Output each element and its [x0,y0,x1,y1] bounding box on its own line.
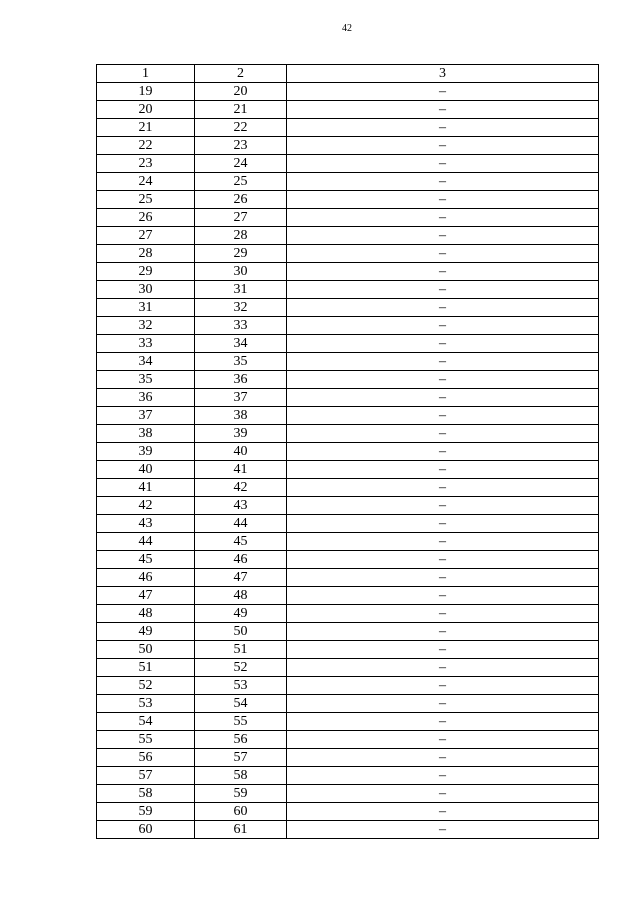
table-cell-col-2: 32 [195,299,287,317]
table-cell-col-2: 54 [195,695,287,713]
table-row [97,713,599,731]
table-row [97,515,599,533]
table-cell-col-3: – [287,155,599,173]
table-row [97,83,599,101]
column-header-2: 2 [195,65,287,83]
table-row [97,335,599,353]
table-row [97,533,599,551]
table-cell-col-1: 25 [97,191,195,209]
table-cell-col-2: 20 [195,83,287,101]
table-cell-col-3: – [287,479,599,497]
table-cell-col-3: – [287,641,599,659]
table-cell-col-3: – [287,191,599,209]
table-cell-col-2: 47 [195,569,287,587]
data-table [96,64,599,839]
table-cell-col-3: – [287,821,599,839]
table-cell-col-1: 57 [97,767,195,785]
table-row [97,749,599,767]
table-cell-col-2: 42 [195,479,287,497]
table-cell-col-2: 46 [195,551,287,569]
table-cell-col-1: 22 [97,137,195,155]
table-cell-col-3: – [287,443,599,461]
table-cell-col-3: – [287,425,599,443]
table-cell-col-1: 58 [97,785,195,803]
table-cell-col-3: – [287,587,599,605]
table-cell-col-2: 21 [195,101,287,119]
table-row [97,245,599,263]
table-cell-col-3: – [287,803,599,821]
table-cell-col-3: – [287,731,599,749]
table-cell-col-1: 27 [97,227,195,245]
table-row [97,479,599,497]
table-row [97,461,599,479]
table-cell-col-2: 38 [195,407,287,425]
table-cell-col-3: – [287,371,599,389]
table-row [97,497,599,515]
table-cell-col-1: 26 [97,209,195,227]
table-cell-col-3: – [287,101,599,119]
table-cell-col-1: 30 [97,281,195,299]
table-cell-col-3: – [287,407,599,425]
table-cell-col-1: 40 [97,461,195,479]
table-cell-col-3: – [287,263,599,281]
table-cell-col-2: 45 [195,533,287,551]
table-cell-col-3: – [287,569,599,587]
table-cell-col-1: 24 [97,173,195,191]
table-row [97,353,599,371]
table-cell-col-2: 36 [195,371,287,389]
table-row [97,659,599,677]
table-cell-col-2: 60 [195,803,287,821]
table-row [97,371,599,389]
table-cell-col-2: 51 [195,641,287,659]
table-cell-col-2: 48 [195,587,287,605]
table-cell-col-1: 37 [97,407,195,425]
table-cell-col-2: 26 [195,191,287,209]
table-row [97,209,599,227]
table-cell-col-1: 34 [97,353,195,371]
table-body [97,83,599,839]
table-cell-col-3: – [287,209,599,227]
table-cell-col-3: – [287,119,599,137]
table-row [97,569,599,587]
table-cell-col-2: 53 [195,677,287,695]
table-cell-col-3: – [287,335,599,353]
table-header [97,65,599,83]
table-cell-col-3: – [287,353,599,371]
table-row [97,587,599,605]
table-cell-col-2: 24 [195,155,287,173]
table-cell-col-1: 35 [97,371,195,389]
table-cell-col-1: 45 [97,551,195,569]
table-cell-col-2: 55 [195,713,287,731]
table-cell-col-1: 54 [97,713,195,731]
table-cell-col-1: 43 [97,515,195,533]
table-row [97,281,599,299]
table-cell-col-1: 29 [97,263,195,281]
table-cell-col-1: 59 [97,803,195,821]
table-cell-col-3: – [287,659,599,677]
table-row [97,263,599,281]
table-cell-col-1: 36 [97,389,195,407]
table-row [97,821,599,839]
table-cell-col-1: 33 [97,335,195,353]
table-row [97,389,599,407]
table-cell-col-3: – [287,713,599,731]
table-row [97,317,599,335]
table-cell-col-3: – [287,389,599,407]
table-cell-col-1: 60 [97,821,195,839]
table-row [97,155,599,173]
table-cell-col-1: 28 [97,245,195,263]
table-cell-col-2: 56 [195,731,287,749]
table-cell-col-3: – [287,677,599,695]
table-row [97,767,599,785]
table-cell-col-3: – [287,551,599,569]
table-cell-col-1: 32 [97,317,195,335]
column-header-1: 1 [97,65,195,83]
table-row [97,695,599,713]
table-row [97,173,599,191]
table-cell-col-3: – [287,785,599,803]
table-cell-col-1: 47 [97,587,195,605]
table-row [97,299,599,317]
table-cell-col-1: 53 [97,695,195,713]
table-cell-col-3: – [287,299,599,317]
table-cell-col-1: 23 [97,155,195,173]
table-cell-col-1: 42 [97,497,195,515]
table-cell-col-3: – [287,623,599,641]
table-row [97,641,599,659]
table-cell-col-2: 27 [195,209,287,227]
table-row [97,731,599,749]
table-row [97,443,599,461]
table-cell-col-3: – [287,497,599,515]
table-cell-col-2: 59 [195,785,287,803]
table-cell-col-3: – [287,245,599,263]
table-cell-col-3: – [287,317,599,335]
table-cell-col-2: 25 [195,173,287,191]
table-row [97,407,599,425]
table-cell-col-2: 30 [195,263,287,281]
table-cell-col-2: 29 [195,245,287,263]
table-row [97,119,599,137]
table-row [97,191,599,209]
table-cell-col-3: – [287,461,599,479]
table-row [97,227,599,245]
table-cell-col-2: 43 [195,497,287,515]
table-cell-col-2: 35 [195,353,287,371]
table-row [97,425,599,443]
table-cell-col-2: 28 [195,227,287,245]
table-cell-col-3: – [287,533,599,551]
table-cell-col-3: – [287,227,599,245]
table-cell-col-3: – [287,515,599,533]
table-cell-col-1: 49 [97,623,195,641]
table-cell-col-2: 57 [195,749,287,767]
table-cell-col-2: 37 [195,389,287,407]
table-cell-col-2: 58 [195,767,287,785]
table-cell-col-1: 38 [97,425,195,443]
page-number: 42 [342,23,352,34]
table-cell-col-1: 51 [97,659,195,677]
table-cell-col-1: 19 [97,83,195,101]
table-row [97,803,599,821]
table-row [97,623,599,641]
table-cell-col-3: – [287,83,599,101]
header-row [97,65,599,83]
table-cell-col-3: – [287,767,599,785]
table-cell-col-2: 44 [195,515,287,533]
table-cell-col-2: 41 [195,461,287,479]
table-cell-col-1: 48 [97,605,195,623]
table-cell-col-1: 56 [97,749,195,767]
table-cell-col-3: – [287,605,599,623]
table-cell-col-1: 55 [97,731,195,749]
table-cell-col-1: 20 [97,101,195,119]
table-cell-col-1: 50 [97,641,195,659]
table-row [97,677,599,695]
table-row [97,551,599,569]
table-row [97,137,599,155]
table-cell-col-3: – [287,173,599,191]
table-cell-col-2: 50 [195,623,287,641]
table-cell-col-2: 61 [195,821,287,839]
table-cell-col-3: – [287,749,599,767]
table-cell-col-1: 46 [97,569,195,587]
column-header-3: 3 [287,65,599,83]
table-row [97,605,599,623]
table-cell-col-2: 40 [195,443,287,461]
table-cell-col-2: 52 [195,659,287,677]
table-cell-col-2: 22 [195,119,287,137]
table-cell-col-2: 23 [195,137,287,155]
table-cell-col-1: 31 [97,299,195,317]
table-cell-col-2: 33 [195,317,287,335]
table-cell-col-1: 41 [97,479,195,497]
table-row [97,101,599,119]
table-cell-col-3: – [287,281,599,299]
table-cell-col-1: 52 [97,677,195,695]
table-cell-col-3: – [287,137,599,155]
table-row [97,785,599,803]
table-cell-col-2: 39 [195,425,287,443]
table-cell-col-1: 21 [97,119,195,137]
table-cell-col-1: 39 [97,443,195,461]
table-cell-col-2: 31 [195,281,287,299]
table-cell-col-1: 44 [97,533,195,551]
table-cell-col-2: 49 [195,605,287,623]
table-cell-col-3: – [287,695,599,713]
table-cell-col-2: 34 [195,335,287,353]
